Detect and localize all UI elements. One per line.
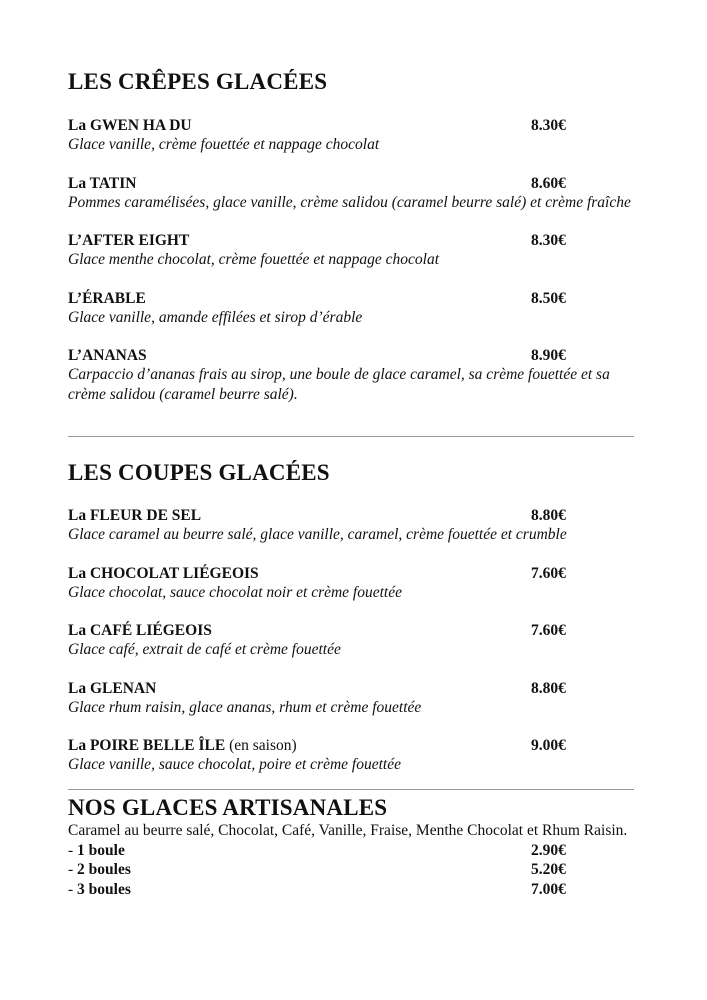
scoop-price: 5.20€ (531, 861, 566, 878)
section-crepes-glacees (68, 69, 634, 404)
menu-item-glenan (68, 679, 634, 718)
scoop-option-2 (68, 860, 634, 880)
section-divider (68, 436, 634, 437)
menu-item-fleur-de-sel (68, 506, 634, 545)
item-price: 9.00€ (531, 737, 566, 754)
scoop-label (68, 881, 131, 898)
item-price: 8.30€ (531, 232, 566, 249)
menu-item-poire-belle-ile (68, 736, 634, 775)
section-glaces-artisanales (68, 795, 634, 899)
item-description: Glace vanille, sauce chocolat, poire et crème fouettée (68, 756, 401, 773)
item-name: L’ANANAS (68, 347, 147, 364)
scoop-dash: - (68, 880, 78, 898)
item-price: 7.60€ (531, 564, 566, 582)
menu-item-gwen-ha-du (68, 116, 634, 155)
scoop-label-text: 2 boules (77, 861, 131, 878)
item-name-text: La POIRE BELLE ÎLE (68, 737, 226, 754)
scoop-label-text: 1 boule (77, 841, 125, 859)
item-description: Glace menthe chocolat, crème fouettée et nappage chocolat (68, 251, 440, 268)
scoop-dash: - (68, 861, 78, 878)
menu-item-cafe-liegeois (68, 621, 634, 660)
section-coupes-glacees (68, 460, 634, 775)
item-price: 8.50€ (531, 289, 566, 307)
item-name: La FLEUR DE SEL (68, 507, 202, 524)
menu-item-chocolat-liegeois (68, 564, 634, 603)
item-price: 8.80€ (531, 679, 566, 697)
scoop-label-text: 3 boules (77, 880, 131, 898)
item-name: La CHOCOLAT LIÉGEOIS (68, 564, 259, 582)
scoop-dash: - (68, 841, 78, 859)
item-description: Glace chocolat, sauce chocolat noir et crème fouettée (68, 583, 402, 601)
item-description: Glace vanille, amande effilées et sirop d’érable (68, 308, 363, 326)
item-description: Carpaccio d’ananas frais au sirop, une boule de glace caramel, sa crème fouettée et sa crème salidou (caramel beurre salé). (68, 366, 610, 403)
item-name: La CAFÉ LIÉGEOIS (68, 622, 212, 639)
scoop-label (68, 842, 125, 859)
item-price: 8.80€ (531, 507, 566, 524)
scoop-option-3 (68, 880, 634, 900)
section-title: NOS GLACES ARTISANALES (68, 795, 388, 820)
section-title: LES COUPES GLACÉES (68, 460, 330, 485)
item-description: Glace rhum raisin, glace ananas, rhum et crème fouettée (68, 698, 422, 716)
item-name: La GLENAN (68, 679, 157, 697)
item-name: La GWEN HA DU (68, 117, 192, 134)
menu-item-erable (68, 289, 634, 328)
menu-item-ananas (68, 346, 634, 404)
item-note: (en saison) (225, 737, 297, 754)
scoop-price: 7.00€ (531, 880, 566, 898)
item-price: 8.90€ (531, 347, 566, 364)
section-title: LES CRÊPES GLACÉES (68, 69, 328, 94)
section-divider (68, 789, 634, 790)
item-price: 7.60€ (531, 622, 566, 639)
menu-item-after-eight (68, 231, 634, 270)
item-name: L’ÉRABLE (68, 289, 146, 307)
scoop-price: 2.90€ (531, 841, 566, 859)
item-description: Glace caramel au beurre salé, glace vanille, caramel, crème fouettée et crumble (68, 526, 567, 543)
item-description: Glace café, extrait de café et crème fouettée (68, 641, 341, 658)
item-price: 8.60€ (531, 174, 566, 192)
item-name: La TATIN (68, 174, 137, 192)
item-price: 8.30€ (531, 117, 566, 134)
flavors-list: Caramel au beurre salé, Chocolat, Café, Vanille, Fraise, Menthe Chocolat et Rhum Raisin. (68, 822, 628, 839)
menu-item-tatin (68, 174, 634, 213)
item-description: Pommes caramélisées, glace vanille, crème salidou (caramel beurre salé) et crème fraîche (68, 193, 631, 211)
item-description: Glace vanille, crème fouettée et nappage chocolat (68, 136, 380, 153)
scoop-label (68, 861, 131, 878)
item-name: L’AFTER EIGHT (68, 232, 190, 249)
scoop-option-1 (68, 841, 634, 861)
